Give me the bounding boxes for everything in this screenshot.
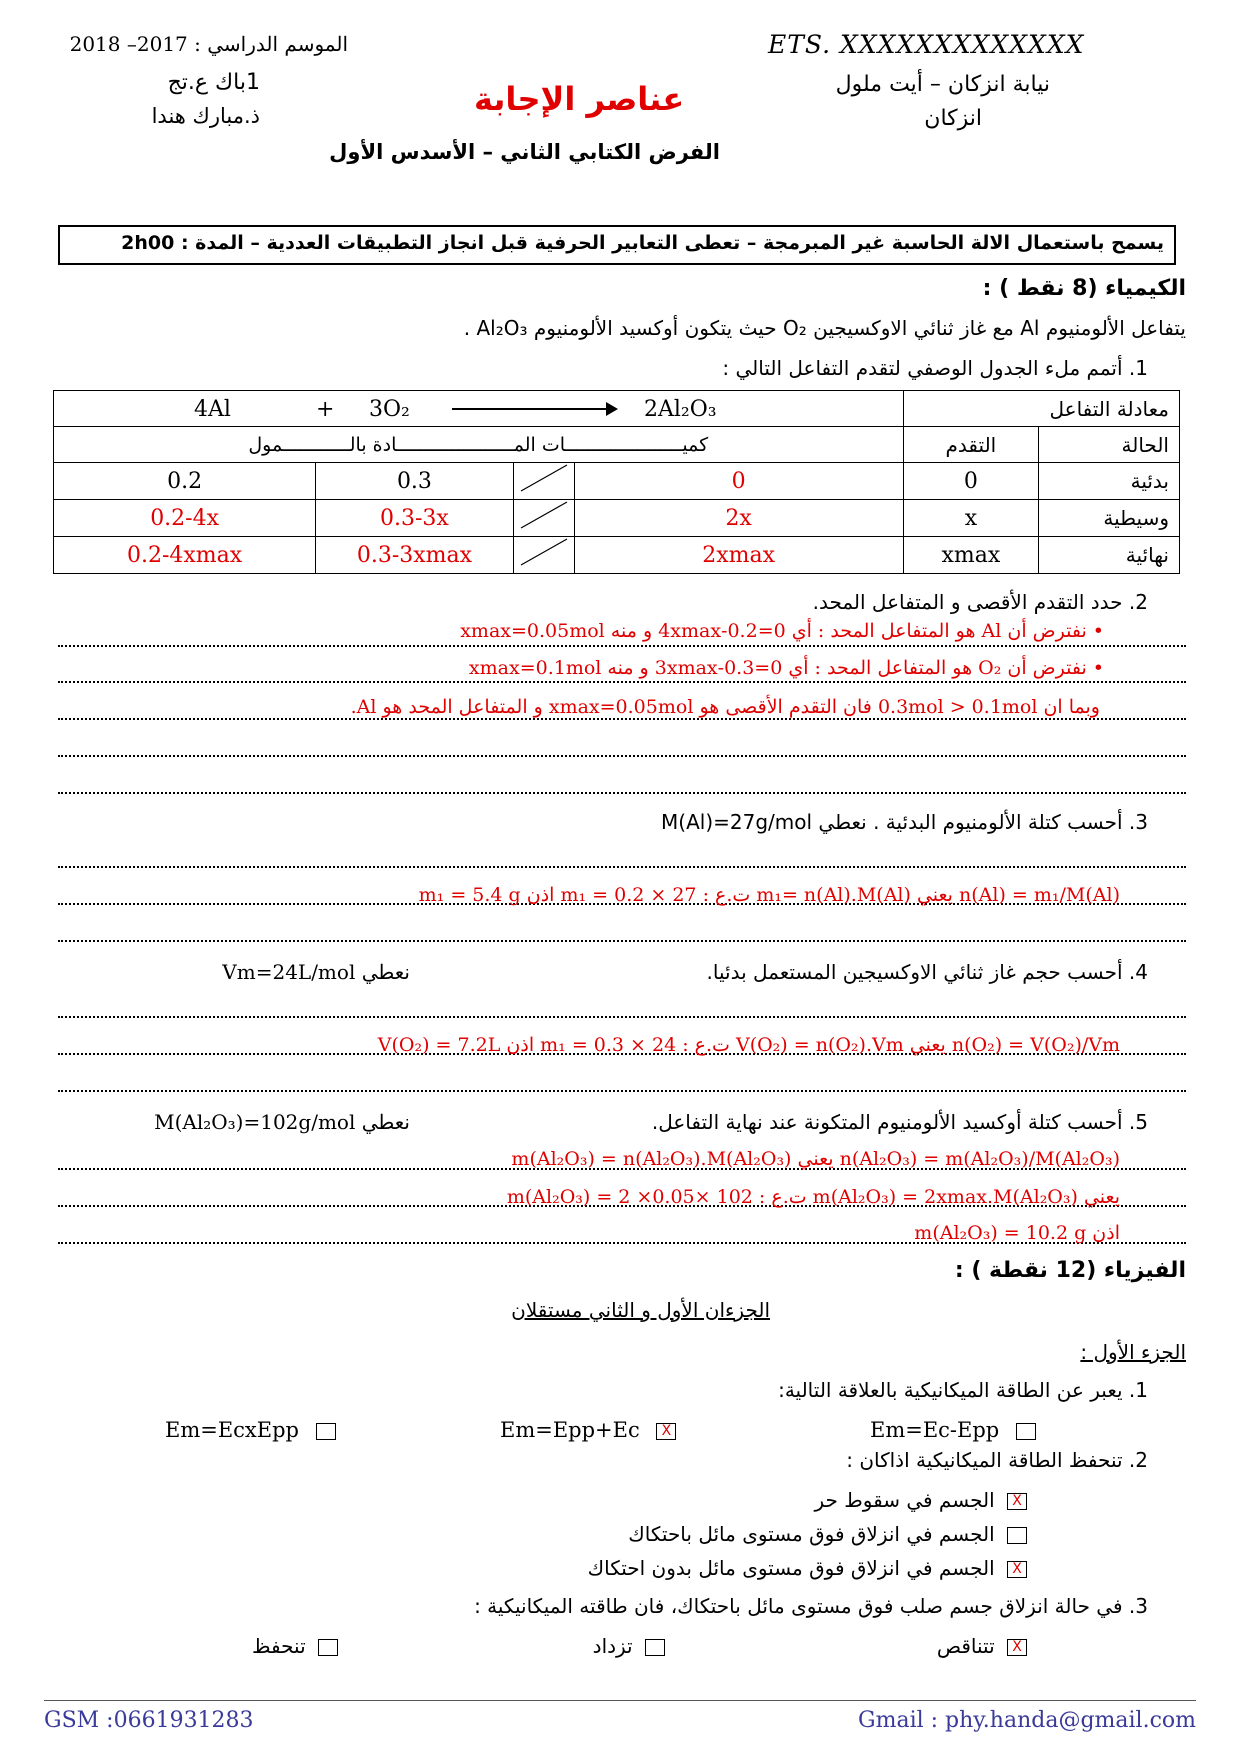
- dotted-line: [58, 645, 1186, 647]
- phys-q3: 3. في حالة انزلاق جسم صلب فوق مستوى مائل باحتكاك، فان طاقته الميكانيكية :: [474, 1594, 1148, 1618]
- dotted-line: [58, 1090, 1186, 1092]
- physics-note: الجزءان الأول و الثاني مستقلان: [511, 1298, 770, 1322]
- phys-q2-option[interactable]: [588, 1556, 1027, 1580]
- slash-cell: [513, 500, 574, 537]
- school-season: الموسم الدراسي : 2017– 2018: [69, 32, 348, 56]
- option-label: Em=Ec-Epp: [870, 1418, 1000, 1442]
- cell-product: 0: [574, 463, 903, 500]
- option-label: تتناقص: [936, 1634, 995, 1658]
- teacher-name: ذ.مبارك هندا: [151, 104, 260, 128]
- level: 1باك ع.تج: [167, 70, 260, 95]
- phys-q2: 2. تنحفظ الطاقة الميكانيكية اذاكان :: [846, 1448, 1148, 1472]
- slash-line: [517, 500, 571, 530]
- phys-q1-option[interactable]: [870, 1418, 1036, 1442]
- footer-rule: [44, 1700, 1196, 1701]
- cell-product: 2x: [574, 500, 903, 537]
- cell-o2: 0.3-3x: [316, 500, 513, 537]
- chem-q2: 2. حدد التقدم الأقصى و المتفاعل المحد.: [812, 590, 1148, 614]
- phys-q2-option[interactable]: [628, 1522, 1027, 1546]
- advancement-label: التقدم: [903, 427, 1039, 463]
- checkbox[interactable]: X: [1007, 1561, 1027, 1578]
- cell-o2: 0.3-3xmax: [316, 537, 513, 574]
- table-row-final: [54, 537, 1180, 574]
- physics-title: الفيزياء (12 نقطة ) :: [954, 1258, 1186, 1283]
- phys-q3-option[interactable]: [252, 1634, 338, 1658]
- cell-al: 0.2: [54, 463, 316, 500]
- eq-product: 2Al₂O₃: [644, 397, 717, 422]
- progress-table: [53, 390, 1180, 574]
- checkbox[interactable]: [1016, 1423, 1036, 1440]
- eq-arrow-head: [606, 402, 618, 416]
- option-label: تزداد: [592, 1634, 633, 1658]
- cell-state: وسيطية: [1039, 500, 1180, 537]
- checkbox[interactable]: [318, 1639, 338, 1656]
- table-row-intermediate: [54, 500, 1180, 537]
- dotted-line: [58, 718, 1186, 720]
- answer-5-line: n(Al₂O₃) = m(Al₂O₃)/M(Al₂O₃) يعني m(Al₂O₃) = n(Al₂O₃).M(Al₂O₃): [511, 1148, 1120, 1170]
- chem-q5: 5. أحسب كتلة أوكسيد الألومنيوم المتكونة عند نهاية التفاعل.: [651, 1110, 1148, 1134]
- footer-email: Gmail : phy.handa@gmail.com: [858, 1708, 1196, 1733]
- slash-cell: [513, 537, 574, 574]
- exam-title: الفرض الكتابي الثاني – الأسدس الأول: [329, 140, 720, 164]
- checkbox[interactable]: X: [1007, 1639, 1027, 1656]
- answer-5-line: اذن m(Al₂O₃) = 10.2 g: [914, 1222, 1120, 1244]
- cell-advancement: x: [903, 500, 1039, 537]
- state-label: الحالة: [1039, 427, 1180, 463]
- dotted-line: [58, 940, 1186, 942]
- checkbox[interactable]: X: [656, 1423, 676, 1440]
- dotted-line: [58, 1016, 1186, 1018]
- cell-o2: 0.3: [316, 463, 513, 500]
- cell-advancement: 0: [903, 463, 1039, 500]
- eq-reactant-al: 4Al: [194, 397, 231, 422]
- chemistry-title: الكيمياء (8 نقط ) :: [982, 276, 1186, 301]
- dotted-line: [58, 866, 1186, 868]
- option-label: الجسم في انزلاق فوق مستوى مائل باحتكاك: [628, 1522, 995, 1546]
- eq-reactant-o2: 3O₂: [369, 397, 410, 422]
- answer-key-title: عناصر الإجابة: [474, 80, 685, 118]
- slash-line: [517, 463, 571, 493]
- chem-q4-given: نعطي Vm=24L/mol: [222, 960, 410, 984]
- cell-product: 2xmax: [574, 537, 903, 574]
- instructions-text: يسمح باستعمال الالة الحاسبة غير المبرمجة – تعطى التعابير الحرفية قبل انجاز التطبيقات العددية – المدة : 2h00: [121, 232, 1164, 254]
- school-name: ETS. XXXXXXXXXXXXX: [768, 30, 1085, 59]
- chem-q5-given: نعطي M(Al₂O₃)=102g/mol: [154, 1110, 410, 1134]
- phys-q1: 1. يعبر عن الطاقة الميكانيكية بالعلاقة التالية:: [778, 1378, 1148, 1402]
- checkbox[interactable]: [1007, 1527, 1027, 1544]
- phys-q1-option[interactable]: [500, 1418, 676, 1442]
- cell-al: 0.2-4x: [54, 500, 316, 537]
- phys-q1-option[interactable]: [165, 1418, 336, 1442]
- directorate: نيابة انزكان – أيت ملول: [835, 72, 1050, 97]
- answer-2-line: • نفترض أن Al هو المتفاعل المحد : أي 0=0.2-4xmax و منه xmax=0.05mol: [460, 620, 1104, 642]
- dotted-line: [58, 755, 1186, 757]
- option-label: الجسم في سقوط حر: [814, 1488, 995, 1512]
- phys-q2-option[interactable]: [815, 1488, 1027, 1512]
- answer-2-line: • نفترض أن O₂ هو المتفاعل المحد : أي 0=0.3-3xmax و منه xmax=0.1mol: [468, 657, 1104, 679]
- answer-2-line: وبما ان 0.3mol > 0.1mol فان التقدم الأقصى هو xmax=0.05mol و المتفاعل المحد هو Al.: [350, 696, 1100, 718]
- table-row-initial: [54, 463, 1180, 500]
- answer-3: n(Al) = m₁/M(Al) يعني m₁= n(Al).M(Al) ت.ع : m₁ = 0.2 × 27 اذن m₁ = 5.4 g: [418, 884, 1120, 906]
- answer-4: n(O₂) = V(O₂)/Vm يعني V(O₂) = n(O₂).Vm ت.ع : m₁ = 0.3 × 24 اذن V(O₂) = 7.2L: [377, 1034, 1120, 1056]
- amount-label: كميـــــــــــــــــــــات المـــــــــــــــــــــادة بالــــــــــــمول: [54, 427, 904, 463]
- footer-gsm: GSM :0661931283: [44, 1708, 254, 1733]
- option-label: الجسم في انزلاق فوق مستوى مائل بدون احتكاك: [587, 1556, 995, 1580]
- city: انزكان: [924, 106, 982, 131]
- option-label: تنحفظ: [252, 1634, 306, 1658]
- chem-q3: 3. أحسب كتلة الألومنيوم البدئية . نعطي M(Al)=27g/mol: [661, 810, 1148, 834]
- checkbox[interactable]: [316, 1423, 336, 1440]
- option-label: Em=EcxEpp: [165, 1418, 299, 1442]
- slash-line: [517, 537, 571, 567]
- dotted-line: [58, 681, 1186, 683]
- cell-al: 0.2-4xmax: [54, 537, 316, 574]
- slash-cell: [513, 463, 574, 500]
- cell-advancement: xmax: [903, 537, 1039, 574]
- phys-q3-option[interactable]: [593, 1634, 665, 1658]
- instructions-box: [58, 225, 1176, 265]
- eq-label: معادلة التفاعل: [903, 391, 1179, 427]
- chem-q4: 4. أحسب حجم غاز ثنائي الاوكسيجين المستعمل بدئيا.: [706, 960, 1148, 984]
- eq-plus: +: [316, 397, 335, 422]
- physics-part1: الجزء الأول :: [1080, 1340, 1186, 1364]
- chem-q1: 1. أتمم ملء الجدول الوصفي لتقدم التفاعل التالي :: [722, 356, 1148, 380]
- checkbox[interactable]: X: [1007, 1493, 1027, 1510]
- checkbox[interactable]: [645, 1639, 665, 1656]
- phys-q3-option[interactable]: [937, 1634, 1027, 1658]
- dotted-line: [58, 792, 1186, 794]
- chemistry-intro: يتفاعل الألومنيوم Al مع غاز ثنائي الاوكسيجين O₂ حيث يتكون أوكسيد الألومنيوم Al₂O₃ .: [463, 316, 1186, 340]
- cell-state: بدئية: [1039, 463, 1180, 500]
- cell-state: نهائية: [1039, 537, 1180, 574]
- eq-arrow: [452, 408, 612, 410]
- equation-cell: [54, 391, 904, 427]
- option-label: Em=Epp+Ec: [500, 1418, 640, 1442]
- answer-5-line: يعني m(Al₂O₃) = 2xmax.M(Al₂O₃) ت.ع : m(Al₂O₃) = 2 ×0.05× 102: [506, 1186, 1120, 1208]
